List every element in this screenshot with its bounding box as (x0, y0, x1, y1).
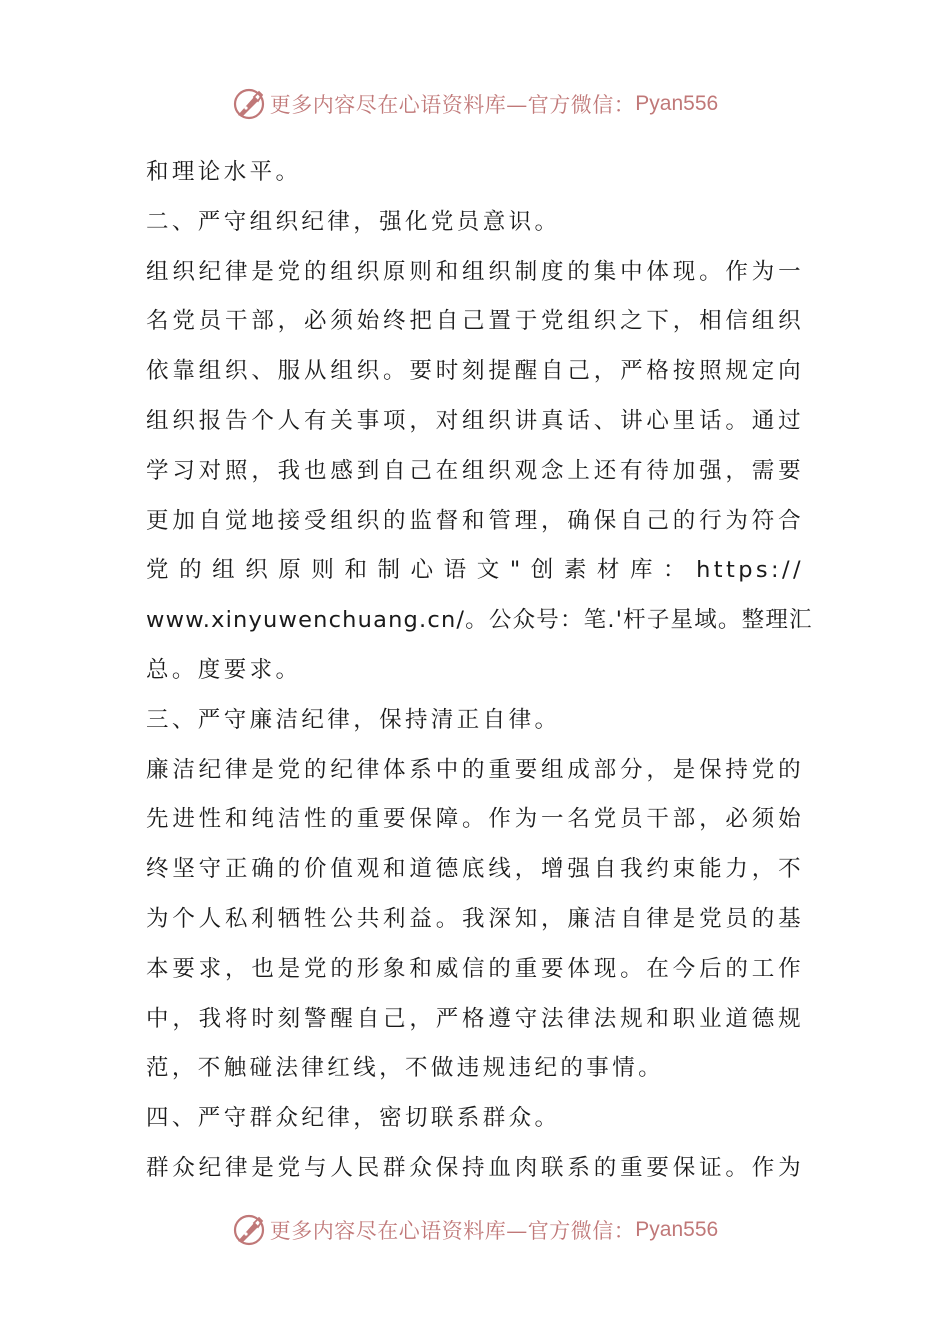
document-body (146, 148, 813, 1194)
section-heading-4: 四、严守群众纪律，密切联系群众。 (146, 1105, 561, 1132)
text-line: 群众纪律是党与人民群众保持血肉联系的重要保证。作为 (146, 1154, 804, 1181)
text-line: 本要求，也是党的形象和威信的重要体现。在今后的工作 (146, 955, 804, 982)
text-line: 先进性和纯洁性的重要保障。作为一名党员干部，必须始 (146, 806, 804, 833)
text-line: 中，我将时刻警醒自己，严格遵守法律法规和职业道德规 (146, 1005, 804, 1032)
text-line: 廉洁纪律是党的纪律体系中的重要组成部分，是保持党的 (146, 756, 804, 783)
text-line: 学习对照，我也感到自己在组织观念上还有待加强，需要 (146, 457, 804, 484)
text-line-url: www.xinyuwenchuang.cn/。公众号：笔.'杆子星域。整理汇 (146, 607, 813, 634)
text-line: 更加自觉地接受组织的监督和管理，确保自己的行为符合 (146, 507, 804, 534)
section-heading-2: 二、严守组织纪律，强化党员意识。 (146, 208, 561, 235)
text-line: 总。度要求。 (146, 656, 302, 683)
text-line: 组织报告个人有关事项，对组织讲真话、讲心里话。通过 (146, 407, 804, 434)
text-line: 范，不触碰法律红线，不做违规违纪的事情。 (146, 1055, 665, 1082)
banner-text: 更多内容尽在心语资料库—官方微信： (269, 1219, 636, 1243)
banner-wechat-id: Pyan556 (635, 1218, 719, 1241)
text-line: 和理论水平。 (146, 159, 302, 185)
text-line: 依靠组织、服从组织。要时刻提醒自己，严格按照规定向 (146, 358, 804, 385)
text-line: 党的组织原则和制心语文"创素材库：https:// (146, 557, 804, 584)
header-watermark-banner (0, 84, 950, 124)
footer-watermark-banner (0, 1210, 950, 1250)
text-line: 名党员干部，必须始终把自己置于党组织之下，相信组织 (146, 308, 804, 335)
section-heading-3: 三、严守廉洁纪律，保持清正自律。 (146, 706, 561, 733)
text-line: 组织纪律是党的组织原则和组织制度的集中体现。作为一 (146, 258, 804, 285)
pen-nib-logo-icon (232, 1213, 266, 1247)
pen-nib-logo-icon (232, 87, 266, 121)
text-line: 为个人私利牺牲公共利益。我深知，廉洁自律是党员的基 (146, 905, 804, 932)
banner-text: 更多内容尽在心语资料库—官方微信： (269, 93, 636, 117)
banner-wechat-id: Pyan556 (635, 92, 719, 115)
text-line: 终坚守正确的价值观和道德底线，增强自我约束能力，不 (146, 856, 804, 883)
